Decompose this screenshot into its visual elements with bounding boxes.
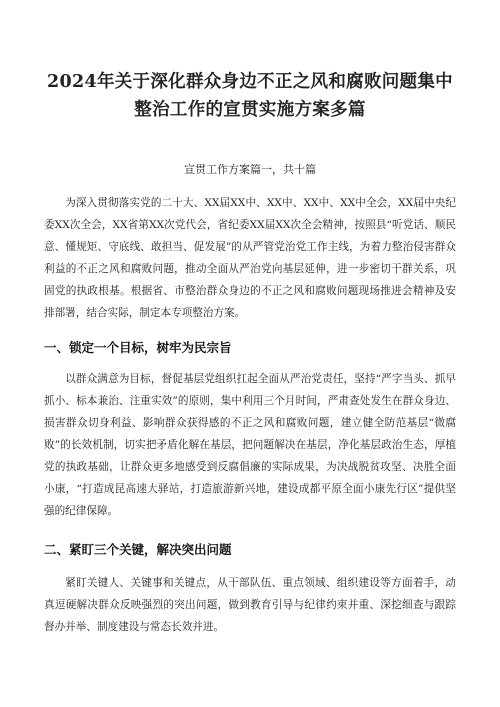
document-title bbox=[44, 68, 456, 124]
section-heading-2: 二、紧盯三个关键，解决突出问题 bbox=[44, 542, 232, 557]
paragraph-section-2: 紧盯关键人、关键事和关键点，从干部队伍、重点领域、组织建设等方面着手，动真逗硬解决群众反映强烈的突出问题，做到教育引导与纪律约束并重、深挖细查与跟踪督办并举、制度建设与常态长效并进。 bbox=[44, 577, 456, 633]
title-line-2: 整治工作的宣贯实施方案多篇 bbox=[134, 100, 366, 120]
title-line-1: 2024年关于深化群众身边不正之风和腐败问题集中 bbox=[47, 72, 453, 92]
document-subtitle: 宣贯工作方案篇一，共十篇 bbox=[184, 163, 316, 176]
paragraph-section-1: 以群众满意为目标，督促基层党组织扛起全面从严治党责任，坚持“严字当头、抓早抓小、标本兼治、注重实效”的原则，集中利用三个月时间，严肃查处发生在群众身边、损害群众切身利益、影响群众获得感的不正之风和腐败问题，建立健全防范基层“微腐败”的长效机制，切实把矛盾化解在基层，把问题解决在基层，净化基层政治生态，厚植党的执政基础，让群众更多地感受到反腐倡廉的实际成果，为决战脱贫攻坚、决胜全面小康，“打造成昆高速大驿站，打造旅游新兴地，建设成都平原全面小康先行区”提供坚强的纪律保障。 bbox=[44, 373, 456, 517]
section-heading-1: 一、锁定一个目标，树牢为民宗旨 bbox=[44, 340, 232, 355]
paragraph-intro: 为深入贯彻落实党的二十大、XX届XX中、XX中、XX中、XX中全会，XX届中央纪委XX次全会，XX省第XX次党代会，省纪委XX届XX次全会精神，按照县“听党话、顺民意、懂规矩、守底线、敢担当、促发展”的从严管党治党工作主线，为着力整治侵害群众利益的不正之风和腐败问题，推动全面从严治党向基层延伸，进一步密切干群关系，巩固党的执政根基。根据省、市整治群众身边的不正之风和腐败问题现场推进会精神及安排部署，结合实际，制定本专项整治方案。 bbox=[44, 197, 456, 319]
